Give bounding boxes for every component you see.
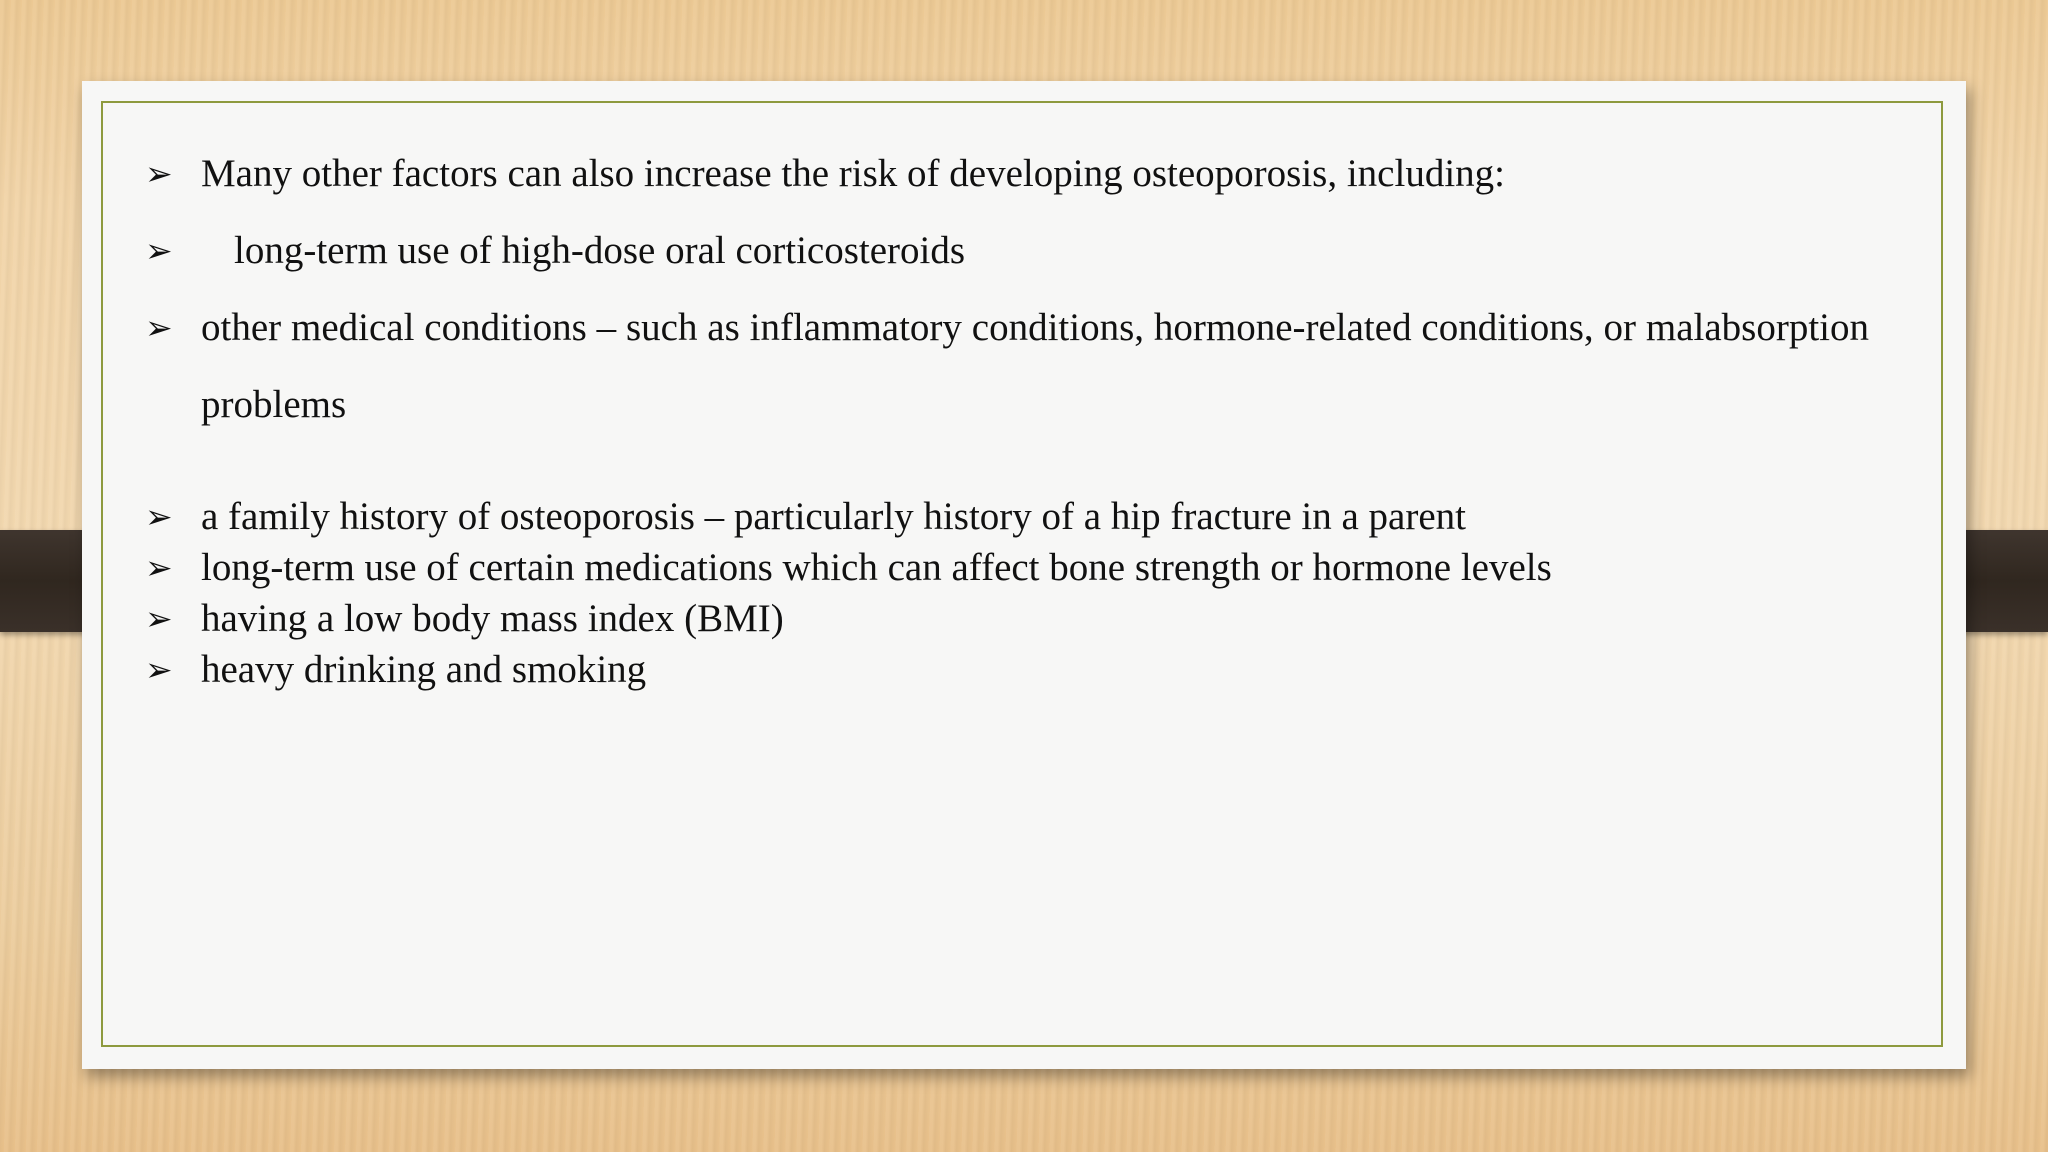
- bullet-item: [145, 212, 1869, 289]
- bullet-text: a family history of osteoporosis – particularly history of a hip fracture in a parent: [201, 495, 1466, 538]
- bullet-item: [145, 289, 1869, 443]
- arrow-bullet-icon: ➢: [145, 650, 173, 689]
- bullet-text: heavy drinking and smoking: [201, 648, 647, 691]
- bullet-text: long-term use of high-dose oral corticosteroids: [234, 229, 966, 272]
- bullet-item: [145, 644, 1869, 695]
- arrow-bullet-icon: ➢: [145, 154, 173, 193]
- bullet-item: [145, 542, 1869, 593]
- bullet-item: [145, 491, 1869, 542]
- arrow-bullet-icon: ➢: [145, 548, 173, 587]
- arrow-bullet-icon: ➢: [145, 599, 173, 638]
- arrow-bullet-icon: ➢: [145, 497, 173, 536]
- bullet-item: [145, 135, 1869, 212]
- bullet-item: [145, 593, 1869, 644]
- bullet-text: long-term use of certain medications which can affect bone strength or hormone levels: [201, 546, 1552, 589]
- arrow-bullet-icon: ➢: [145, 231, 173, 270]
- bullet-text: other medical conditions – such as inflammatory conditions, hormone-related conditions, or malabsorption problems: [201, 306, 1869, 426]
- bullet-text: having a low body mass index (BMI): [201, 597, 784, 640]
- arrow-bullet-icon: ➢: [145, 308, 173, 347]
- bullet-text: Many other factors can also increase the risk of developing osteoporosis, including:: [201, 152, 1505, 195]
